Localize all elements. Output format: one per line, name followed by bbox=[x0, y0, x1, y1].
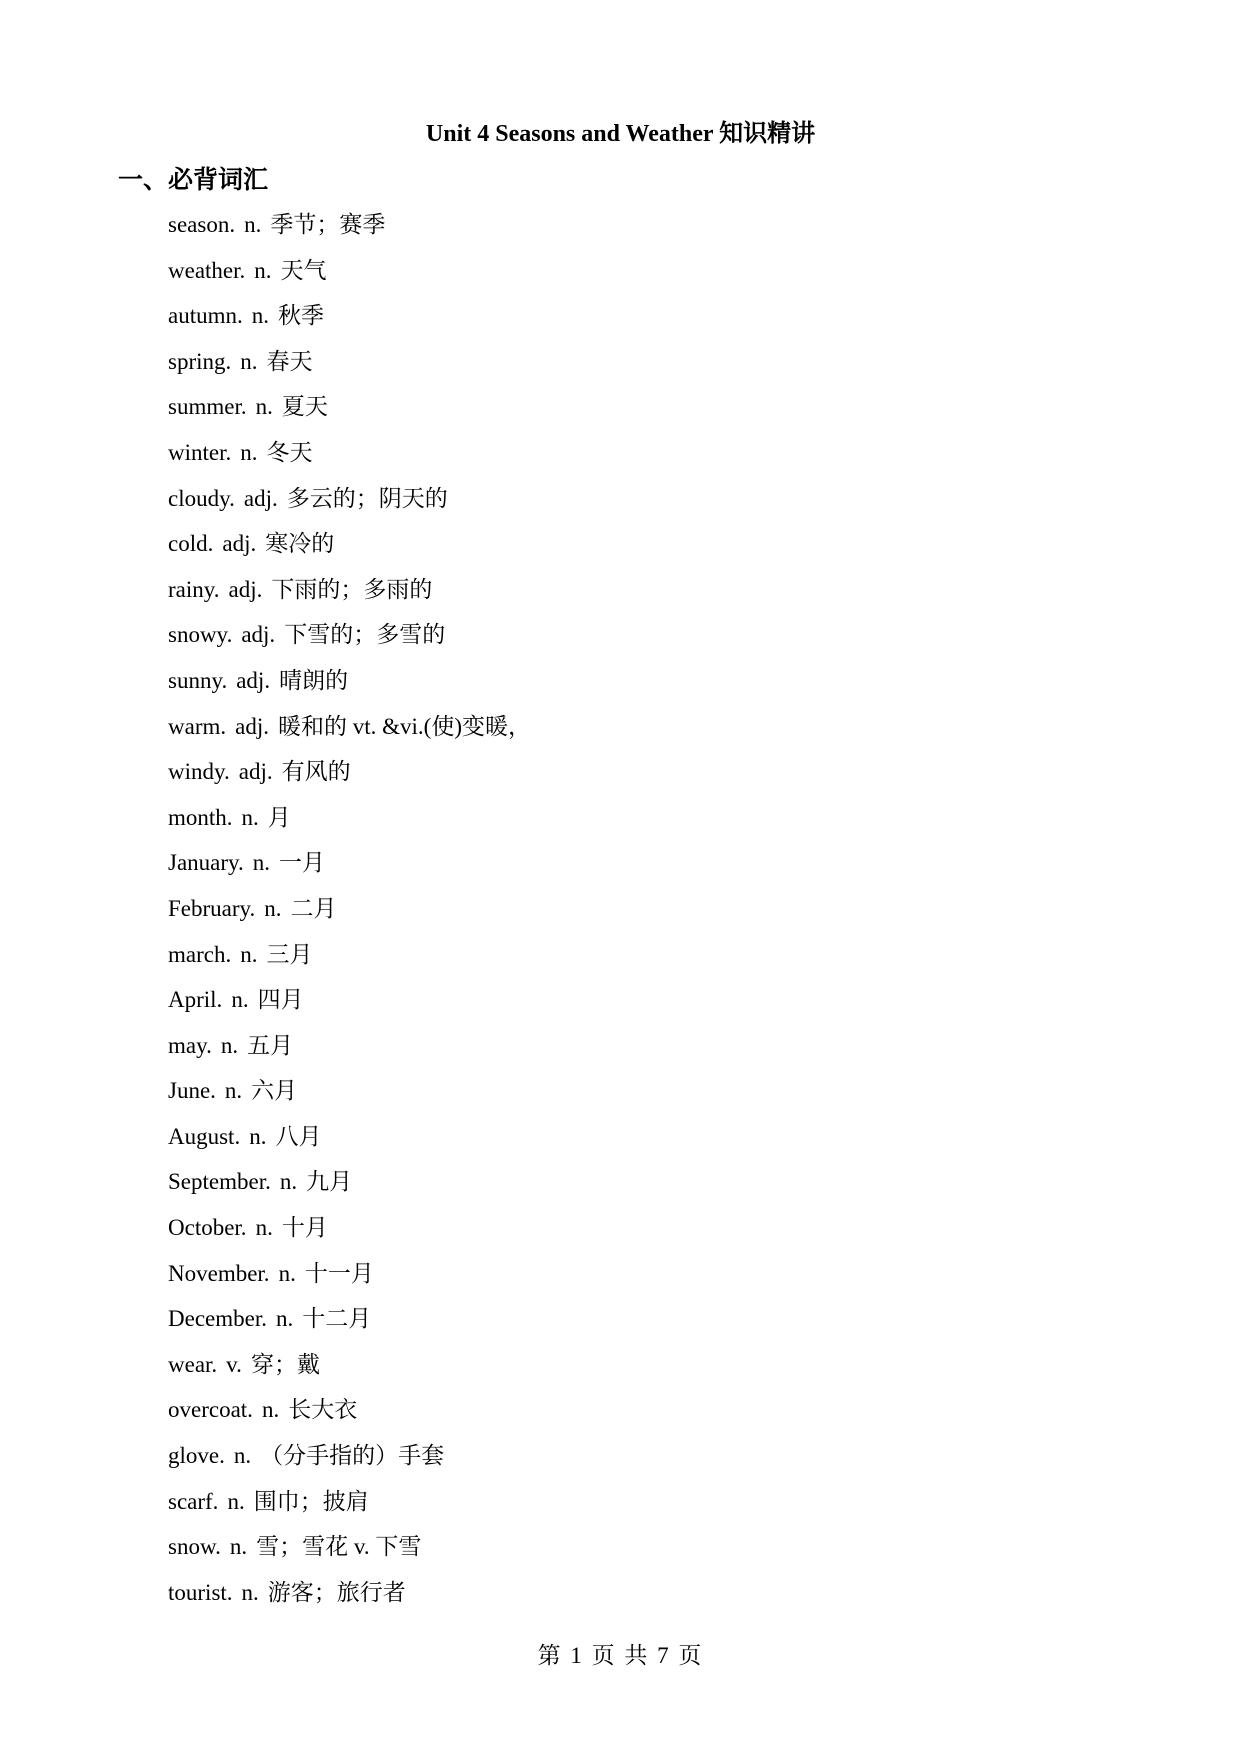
vocab-item bbox=[168, 573, 531, 619]
vocab-meaning: 冬天 bbox=[266, 439, 313, 465]
vocab-item bbox=[168, 1029, 531, 1075]
vocab-word: overcoat. bbox=[168, 1397, 253, 1423]
vocab-word: April. bbox=[168, 987, 223, 1013]
vocab-pos: n. bbox=[224, 1078, 243, 1104]
vocab-meaning: 九月 bbox=[306, 1169, 353, 1195]
vocab-meaning: 穿；戴 bbox=[250, 1351, 320, 1377]
vocab-pos: n. bbox=[240, 439, 258, 465]
vocab-word: weather. bbox=[168, 257, 246, 283]
vocab-pos: n. bbox=[275, 1306, 294, 1332]
vocab-item bbox=[168, 1393, 531, 1439]
vocab-word: January. bbox=[168, 850, 244, 876]
page-footer: 第 1 页 共 7 页 bbox=[537, 1643, 704, 1668]
vocab-item bbox=[168, 1485, 531, 1531]
vocab-pos: n. bbox=[240, 348, 258, 374]
vocab-word: August. bbox=[168, 1123, 241, 1149]
vocab-item bbox=[168, 1302, 531, 1348]
vocab-meaning: 十二月 bbox=[302, 1306, 372, 1332]
vocab-pos: n. bbox=[244, 212, 262, 237]
vocab-pos: n. bbox=[240, 941, 258, 967]
vocab-meaning: 寒冷的 bbox=[265, 531, 335, 557]
vocab-pos: n. bbox=[254, 257, 272, 283]
vocab-pos: adj. bbox=[241, 622, 276, 648]
vocab-meaning: 长大衣 bbox=[288, 1397, 358, 1423]
vocab-meaning: 春天 bbox=[266, 348, 313, 374]
vocab-meaning: 十一月 bbox=[304, 1260, 374, 1286]
vocab-meaning: 围巾；披肩 bbox=[253, 1488, 369, 1514]
vocab-word: February. bbox=[168, 895, 256, 921]
vocab-word: snow. bbox=[168, 1534, 221, 1560]
vocab-item bbox=[168, 664, 531, 710]
vocab-word: snowy. bbox=[168, 622, 233, 648]
section-heading: 一、必背词汇 bbox=[118, 167, 269, 194]
vocab-item bbox=[168, 254, 531, 300]
vocab-item bbox=[168, 618, 531, 664]
vocab-item bbox=[168, 755, 531, 801]
vocab-meaning: （分手指的）手套 bbox=[260, 1443, 445, 1469]
vocab-word: month. bbox=[168, 804, 233, 830]
vocab-pos: n. bbox=[231, 987, 249, 1013]
vocab-word: spring. bbox=[168, 348, 232, 374]
vocab-meaning: 六月 bbox=[251, 1078, 298, 1104]
vocab-meaning: 八月 bbox=[275, 1123, 322, 1149]
vocab-pos: n. bbox=[261, 1397, 280, 1423]
vocab-item bbox=[168, 1120, 531, 1166]
vocab-word: winter. bbox=[168, 439, 232, 465]
vocab-item bbox=[168, 390, 531, 436]
vocab-pos: adj. bbox=[222, 531, 257, 557]
vocab-item bbox=[168, 1530, 531, 1576]
vocab-item bbox=[168, 1439, 531, 1485]
vocab-item bbox=[168, 938, 531, 984]
vocab-word: windy. bbox=[168, 759, 230, 785]
vocab-item bbox=[168, 1211, 531, 1257]
vocab-word: cold. bbox=[168, 531, 214, 557]
vocab-pos: n. bbox=[255, 394, 273, 420]
vocab-word: rainy. bbox=[168, 576, 220, 602]
vocab-meaning: 夏天 bbox=[281, 394, 328, 420]
vocab-pos: adj. bbox=[228, 576, 263, 602]
vocab-pos: adj. bbox=[235, 713, 269, 739]
vocab-meaning: 四月 bbox=[257, 987, 304, 1013]
vocab-item bbox=[168, 710, 531, 756]
vocab-item bbox=[168, 299, 531, 345]
vocab-pos: n. bbox=[233, 1443, 252, 1469]
vocab-pos: n. bbox=[241, 1579, 259, 1605]
vocab-item bbox=[168, 208, 531, 254]
vocab-item bbox=[168, 436, 531, 482]
vocab-item bbox=[168, 983, 531, 1029]
vocab-pos: v. bbox=[226, 1351, 242, 1377]
vocab-meaning: 二月 bbox=[290, 895, 337, 921]
vocab-pos: adj. bbox=[243, 485, 278, 511]
vocab-meaning: 月 bbox=[267, 804, 291, 830]
vocab-word: tourist. bbox=[168, 1579, 233, 1605]
vocab-pos: n. bbox=[264, 895, 282, 921]
vocab-item bbox=[168, 1165, 531, 1211]
vocab-word: glove. bbox=[168, 1443, 225, 1469]
vocab-meaning: 三月 bbox=[266, 941, 313, 967]
vocab-meaning: 下雪的；多雪的 bbox=[284, 622, 446, 648]
vocab-word: October. bbox=[168, 1215, 247, 1241]
vocab-word: warm. bbox=[168, 713, 227, 739]
vocab-item bbox=[168, 527, 531, 573]
vocab-meaning: 游客；旅行者 bbox=[267, 1579, 406, 1605]
vocab-word: cloudy. bbox=[168, 485, 235, 511]
vocab-pos: n. bbox=[279, 1169, 298, 1195]
vocab-word: June. bbox=[168, 1078, 216, 1104]
vocab-word: September. bbox=[168, 1169, 271, 1195]
vocab-word: autumn. bbox=[168, 303, 243, 329]
vocab-word: scarf. bbox=[168, 1488, 219, 1514]
vocab-pos: n. bbox=[255, 1215, 273, 1241]
vocab-word: sunny. bbox=[168, 667, 228, 693]
vocab-pos: n. bbox=[249, 1123, 267, 1149]
vocab-word: season. bbox=[168, 212, 236, 237]
vocab-meaning: 十月 bbox=[281, 1215, 328, 1241]
vocab-item bbox=[168, 846, 531, 892]
vocab-word: wear. bbox=[168, 1351, 218, 1377]
vocab-word: may. bbox=[168, 1032, 212, 1058]
vocab-pos: n. bbox=[241, 804, 259, 830]
vocab-item bbox=[168, 892, 531, 938]
vocab-word: summer. bbox=[168, 394, 247, 420]
vocab-word: November. bbox=[168, 1260, 270, 1286]
document-title: Unit 4 Seasons and Weather 知识精讲 bbox=[425, 121, 816, 147]
vocab-meaning: 雪；雪花 v. 下雪 bbox=[256, 1534, 422, 1560]
vocabulary-list bbox=[168, 208, 531, 1621]
vocab-pos: adj. bbox=[238, 759, 273, 785]
vocab-pos: n. bbox=[252, 850, 271, 876]
vocab-meaning: 下雨的；多雨的 bbox=[271, 576, 433, 602]
vocab-pos: n. bbox=[229, 1534, 248, 1560]
vocab-meaning: 五月 bbox=[247, 1032, 294, 1058]
vocab-item bbox=[168, 801, 531, 847]
vocab-meaning: 多云的；阴天的 bbox=[286, 485, 448, 511]
vocab-pos: adj. bbox=[236, 667, 271, 693]
vocab-pos: n. bbox=[227, 1488, 245, 1514]
vocab-item bbox=[168, 345, 531, 391]
vocab-meaning: 暖和的 vt. &vi.(使)变暖， bbox=[277, 713, 531, 739]
vocab-meaning: 季节；赛季 bbox=[270, 212, 386, 237]
vocab-pos: n. bbox=[251, 303, 269, 329]
vocab-pos: n. bbox=[278, 1260, 296, 1286]
vocab-pos: n. bbox=[220, 1032, 239, 1058]
vocab-word: December. bbox=[168, 1306, 267, 1332]
vocab-meaning: 晴朗的 bbox=[279, 667, 349, 693]
vocab-item bbox=[168, 1257, 531, 1303]
vocab-meaning: 天气 bbox=[280, 257, 327, 283]
vocab-item bbox=[168, 1074, 531, 1120]
vocab-meaning: 秋季 bbox=[278, 303, 324, 329]
vocab-item bbox=[168, 1348, 531, 1394]
vocab-item bbox=[168, 1576, 531, 1622]
vocab-meaning: 一月 bbox=[279, 850, 326, 876]
vocab-meaning: 有风的 bbox=[281, 759, 351, 785]
vocab-word: march. bbox=[168, 941, 232, 967]
vocab-item bbox=[168, 482, 531, 528]
